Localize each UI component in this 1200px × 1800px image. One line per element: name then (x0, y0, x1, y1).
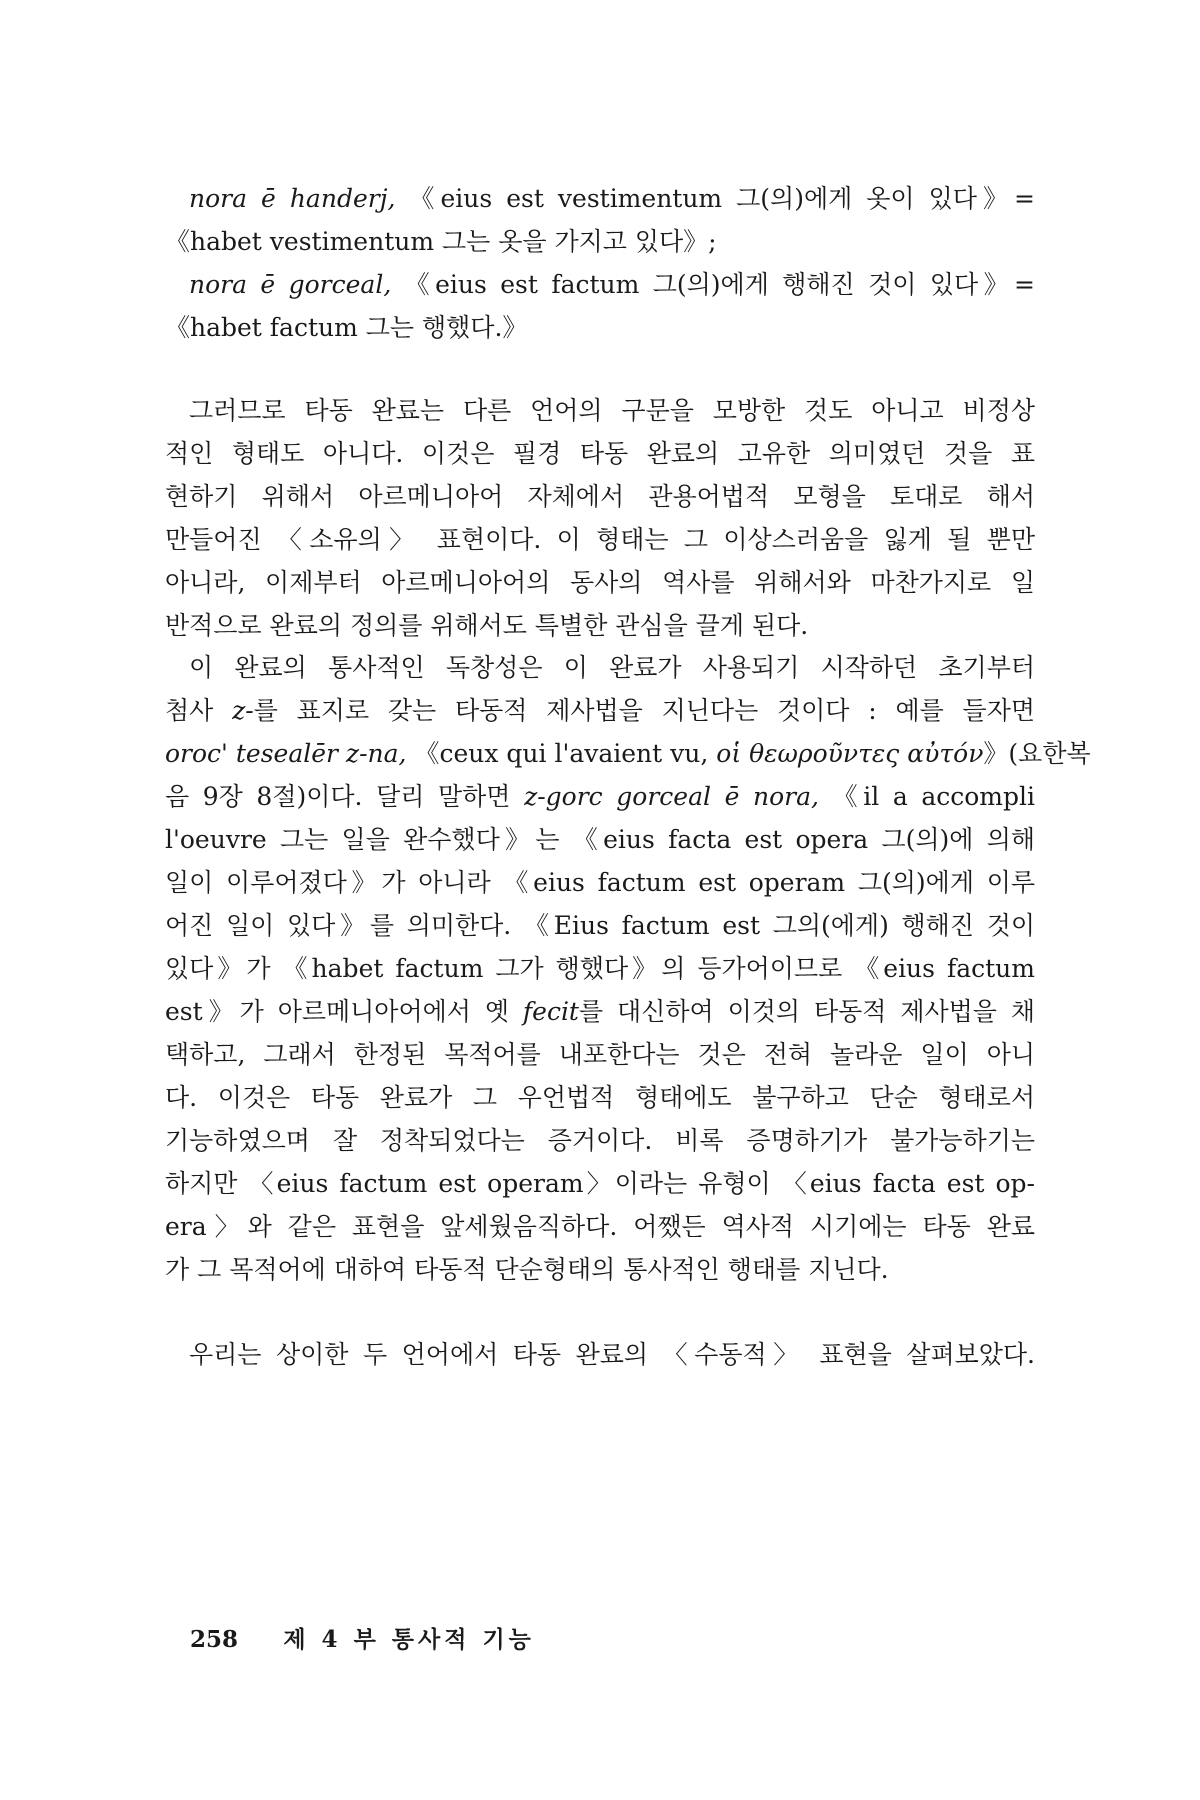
particle-term: z- (232, 696, 254, 725)
text-span: 를 표지로 갖는 타동적 제사법을 지닌다는 것이다 : 예를 들자면 (253, 696, 1035, 725)
example-line: 《habet factum 그는 행했다.》 (165, 313, 528, 342)
text-line: 현하기 위해서 아르메니아어 자체에서 관용어법적 모형을 토대로 해서 (165, 482, 1035, 511)
latin-term: fecit (522, 997, 579, 1026)
text-span: 《il a accompli (818, 782, 1036, 811)
text-line (165, 997, 1035, 1027)
text-line: 이 완료의 통사적인 독창성은 이 완료가 사용되기 시작하던 초기부터 (189, 653, 1035, 682)
text-line: 우리는 상이한 두 언어에서 타동 완료의 〈수동적〉 표현을 살펴보았다. (189, 1340, 1035, 1369)
text-line: 반적으로 완료의 정의를 위해서도 특별한 관심을 끌게 된다. (165, 611, 809, 640)
text-line: 하지만 〈eius factum est operam〉이라는 유형이 〈eius facta est op- (165, 1169, 1035, 1198)
page-footer (190, 1625, 535, 1655)
text-line: 가 그 목적어에 대하여 타동적 단순형태의 통사적인 행태를 지닌다. (165, 1255, 889, 1284)
text-line (165, 739, 1091, 769)
text-span: 음 9장 8절)이다. 달리 말하면 (165, 782, 525, 811)
text-span: 첨사 (165, 696, 233, 725)
text-line: 다. 이것은 타동 완료가 그 우언법적 형태에도 불구하고 단순 형태로서 (165, 1083, 1035, 1112)
text-line: 기능하였으며 잘 정착되었다는 증거이다. 비록 증명하기가 불가능하기는 (165, 1126, 1035, 1155)
example-gloss: 《eius est vestimentum 그(의)에게 옷이 있다》= (409, 184, 1035, 213)
text-span: 》(요한복 (983, 739, 1091, 768)
example-gloss: 《eius est factum 그(의)에게 행해진 것이 있다》= (404, 270, 1035, 299)
text-line (165, 782, 1035, 812)
text-span: 《ceux qui l'avaient vu, (406, 739, 717, 768)
greek-term: οἱ θεωροῦντες αὐτόν (716, 739, 984, 768)
page-number: 258 (190, 1626, 239, 1653)
armenian-term: oroc' tesealēr z-na, (165, 739, 407, 768)
example-line (189, 270, 1035, 300)
text-line: 있다》가 《habet factum 그가 행했다》의 등가어이므로 《eius factum (165, 954, 1035, 983)
text-line: 만들어진 〈소유의〉 표현이다. 이 형태는 그 이상스러움을 잃게 될 뿐만 (165, 525, 1035, 554)
text-span: est》가 아르메니아어에서 옛 (165, 997, 523, 1026)
text-line: 일이 이루어졌다》가 아니라 《eius factum est operam 그(의)에게 이루 (165, 868, 1035, 897)
text-span: 를 대신하여 이것의 타동적 제사법을 채 (578, 997, 1035, 1026)
text-line: 택하고, 그래서 한정된 목적어를 내포한다는 것은 전혀 놀라운 일이 아니 (165, 1040, 1035, 1069)
text-line: 적인 형태도 아니다. 이것은 필경 타동 완료의 고유한 의미였던 것을 표 (165, 439, 1035, 468)
text-line: 그러므로 타동 완료는 다른 언어의 구문을 모방한 것도 아니고 비정상 (189, 396, 1035, 425)
armenian-term: nora ē gorceal, (189, 270, 392, 299)
example-line (189, 184, 1035, 214)
text-line: 아니라, 이제부터 아르메니아어의 동사의 역사를 위해서와 마찬가지로 일 (165, 568, 1035, 597)
example-line: 《habet vestimentum 그는 옷을 가지고 있다》; (165, 227, 717, 256)
section-title: 제 4 부 통사적 기능 (283, 1626, 535, 1653)
text-line: 어진 일이 있다》를 의미한다. 《Eius factum est 그의(에게) 행해진 것이 (165, 911, 1035, 940)
text-line: era〉와 같은 표현을 앞세웠음직하다. 어쨌든 역사적 시기에는 타동 완료 (165, 1212, 1035, 1241)
armenian-term: z-gorc gorceal ē nora, (524, 782, 819, 811)
text-line: l'oeuvre 그는 일을 완수했다》는 《eius facta est opera 그(의)에 의해 (165, 825, 1035, 854)
armenian-term: nora ē handerj, (189, 184, 396, 213)
text-line (165, 696, 1035, 726)
